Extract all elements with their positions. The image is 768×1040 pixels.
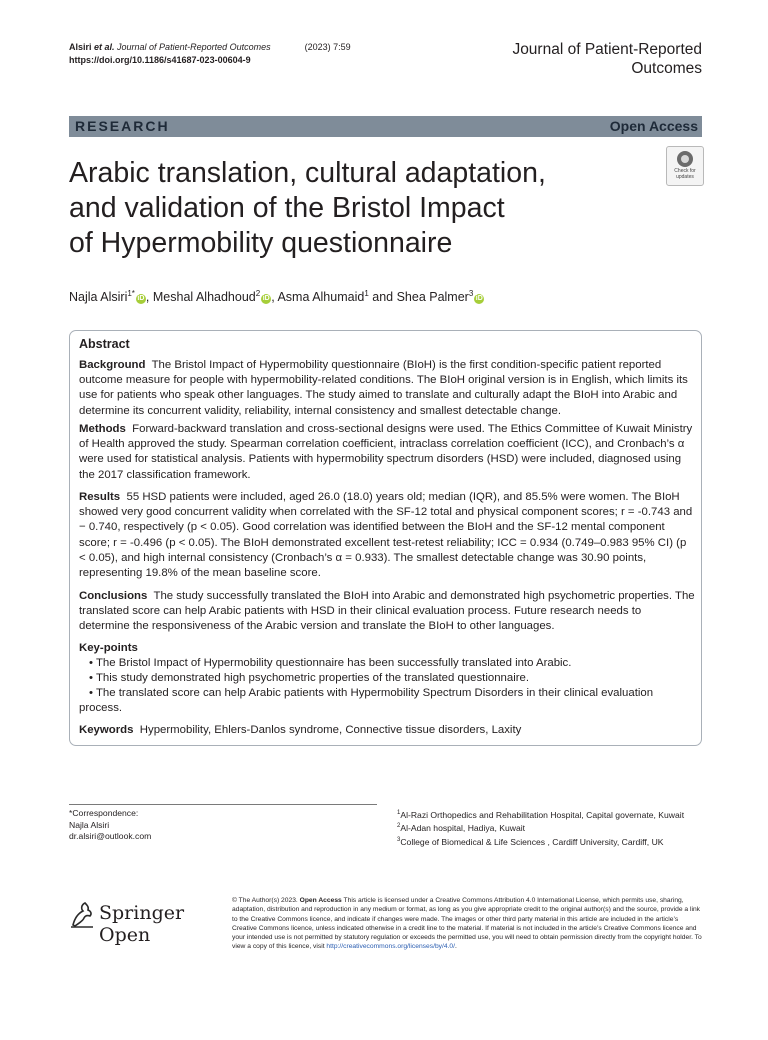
- section-text: The study successfully translated the BIoH into Arabic and demonstrated high psychometric properties. The translated score can help Arabic patients with HSD in their clinical evaluation process. Future research needs to determine the responsiveness of the Arabic version and translate the BIoH to other languages.: [79, 590, 695, 633]
- keypoint-text: • The Bristol Impact of Hypermobility questionnaire has been successfully translated into Arabic.: [89, 657, 572, 669]
- abstract-conclusions: [79, 589, 695, 635]
- affiliation-item: [397, 821, 697, 834]
- orcid-icon[interactable]: iD: [475, 295, 483, 303]
- affiliation-item: [397, 808, 697, 821]
- correspondence-label: *Correspondence:: [69, 808, 139, 818]
- author[interactable]: Shea Palmer: [396, 290, 469, 305]
- author-affil-sup: 2: [255, 289, 261, 298]
- section-text: 55 HSD patients were included, aged 26.0 (18.0) years old; median (IQR), and 85.5% were women. The BIoH showed very good concurrent validity when correlated with the SF-12 total and physical component scores; r = -0.743 and − 0.740, respectively (p < 0.05). Good correlation was identified between the BIoH and the SF-12 mental component score; r = -0.496 (p < 0.05). The BIoH demonstrated excellent test-retest reliability; ICC = 0.934 (0.749–0.983 95% CI) (p < 0.05), and high internal consistency (Cronbach’s α = 0.933). The smallest detectable change was 30.90 points, representing 19.8% of the mean baseline score.: [79, 491, 693, 580]
- section-label: Methods: [79, 423, 126, 435]
- badge-line1: Check for: [674, 168, 696, 174]
- check-updates-icon: [677, 151, 693, 167]
- affiliation-text: Al-Razi Orthopedics and Rehabilitation Hospital, Capital governate, Kuwait: [400, 809, 685, 820]
- abstract-heading: Abstract: [79, 337, 130, 351]
- keypoint-item: [79, 671, 695, 686]
- author[interactable]: Asma Alhumaid: [277, 290, 365, 305]
- section-label: Keywords: [79, 724, 134, 736]
- affiliation-item: [397, 835, 697, 848]
- journal-name-line1: Journal of Patient-Reported: [512, 41, 702, 58]
- check-for-updates-badge[interactable]: [666, 146, 704, 186]
- springer-open-logo: [69, 899, 221, 946]
- publisher-name: Springer Open: [99, 902, 185, 946]
- license-link[interactable]: http://creativecommons.org/licenses/by/4.0/: [326, 943, 456, 951]
- keypoints-heading: Key-points: [79, 642, 138, 654]
- doi-link[interactable]: https://doi.org/10.1186/s41687-023-00604-9: [69, 55, 251, 65]
- author-affil-sup: 1: [364, 289, 369, 298]
- license-text: [232, 896, 702, 952]
- springer-horse-icon: [69, 899, 95, 929]
- citation-line: [69, 41, 351, 54]
- open-access-label: Open Access: [609, 118, 698, 134]
- section-text: The Bristol Impact of Hypermobility questionnaire (BIoH) is the first condition-specific patient reported outcome measure for people with hypermobility-related conditions. The BIoH original version is in English, which limits its use for patients who speak other languages. The study aimed to translate and culturally adapt the BIoH into Arabic and determine its concurrent validity, reliability, internal consistency and smallest detectable change.: [79, 359, 688, 417]
- abstract-background: [79, 358, 695, 419]
- affiliation-sup: 2: [397, 823, 401, 830]
- section-label: Background: [79, 359, 146, 371]
- journal-name: [462, 40, 702, 78]
- title-line1: Arabic translation, cultural adaptation,: [69, 157, 546, 189]
- citation-header: [69, 41, 351, 67]
- correspondence: [69, 808, 151, 843]
- section-text: Forward-backward translation and cross-sectional designs were used. The Ethics Committee of Kuwait Ministry of Health approved the study. Spearman correlation coefficient, intraclass correlation coefficient (ICC), and Cronbach’s α were used for statistical analysis. Patients with hypermobility spectrum disorders (HSD) were included, diagnosed using the 2017 classification framework.: [79, 423, 693, 481]
- abstract-methods: [79, 422, 695, 483]
- affiliation-sup: 3: [397, 836, 401, 843]
- affiliation-sup: 1: [397, 810, 401, 816]
- citation-etal: et al.: [94, 42, 115, 52]
- license-suffix: .: [455, 943, 457, 951]
- keypoint-text: • The translated score can help Arabic patients with Hypermobility Spectrum Disorders in their clinical evaluation process.: [79, 687, 654, 715]
- section-label: Results: [79, 491, 121, 503]
- section-label: Conclusions: [79, 590, 148, 602]
- keypoint-item: [79, 686, 695, 716]
- license-open-access: Open Access: [299, 897, 342, 904]
- keypoint-text: • This study demonstrated high psychometric properties of the translated questionnaire.: [89, 672, 530, 684]
- article-type-band: [69, 116, 702, 137]
- title-line2: and validation of the Bristol Impact: [69, 192, 505, 224]
- orcid-icon[interactable]: iD: [262, 295, 270, 303]
- citation-year: (2023) 7:59: [304, 42, 351, 52]
- author[interactable]: Meshal Alhadhoud: [152, 290, 256, 305]
- author-list: Najla Alsiri$^{1*}$iD , Meshal Alhadhoud$^2$iD , Asma Alhumaid$^1$ and Shea Palmer$^3$iD: [69, 289, 483, 305]
- author-affil-sup: 3: [468, 289, 474, 298]
- orcid-icon[interactable]: iD: [137, 295, 145, 303]
- correspondence-name: Najla Alsiri: [69, 819, 110, 830]
- affiliation-text: Al-Adan hospital, Hadiya, Kuwait: [400, 823, 526, 834]
- citation-authors: Alsiri: [69, 42, 95, 52]
- title-line3: of Hypermobility questionnaire: [69, 227, 453, 259]
- keywords-text: Hypermobility, Ehlers-Danlos syndrome, Connective tissue disorders, Laxity: [139, 724, 522, 736]
- footnote-divider: [69, 804, 377, 805]
- article-title: [69, 156, 629, 261]
- correspondence-email[interactable]: dr.alsiri@outlook.com: [69, 831, 152, 841]
- author-affil-sup: 1*: [127, 289, 135, 298]
- license-prefix: © The Author(s) 2023.: [232, 897, 300, 904]
- badge-line2: updates: [676, 174, 694, 180]
- author[interactable]: Najla Alsiri: [69, 290, 128, 305]
- license-body: This article is licensed under a Creative Commons Attribution 4.0 International License, which permits use, sharing, adaptation, distribution and reproduction in any medium or format, as long as you give appropriate credit to the original author(s) and the source, provide a link to the Creative Commons licence, and indicate if changes were made. The images or other third party material in this article are included in the article’s Creative Commons licence, unless indicated otherwise in a credit line to the material. If material is not included in the article’s Creative Commons licence and your intended use is not permitted by statutory regulation or exceeds the permitted use, you will need to obtain permission directly from the copyright holder. To view a copy of this licence, visit: [232, 897, 702, 951]
- abstract-results: [79, 490, 695, 581]
- affiliations: [397, 808, 697, 848]
- abstract-keywords: [79, 723, 695, 738]
- affiliation-text: College of Biomedical & Life Sciences , Cardiff University, Cardiff, UK: [400, 836, 664, 847]
- journal-name-line2: Outcomes: [631, 60, 702, 77]
- citation-journal: Journal of Patient-Reported Outcomes: [114, 42, 271, 52]
- article-type: RESEARCH: [75, 118, 170, 134]
- keypoint-item: [79, 656, 695, 671]
